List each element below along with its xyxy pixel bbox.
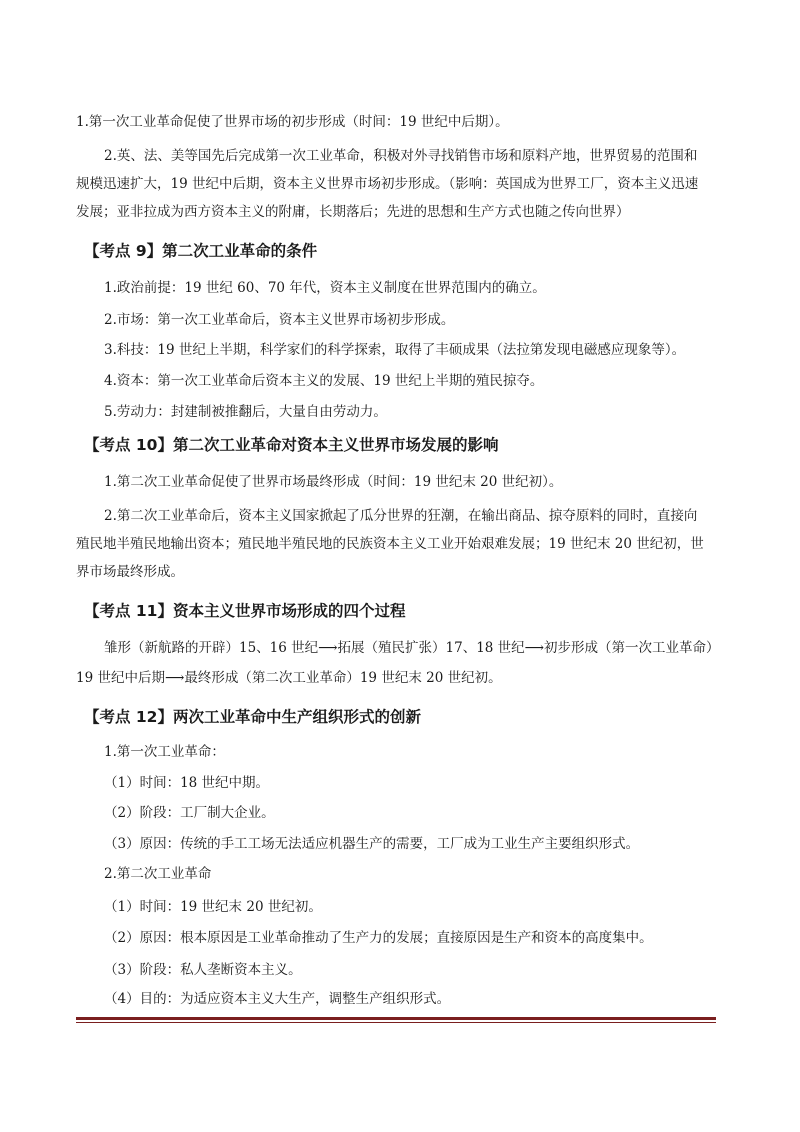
paragraph-line: 规模迅速扩大，19 世纪中后期，资本主义世界市场初步形成。（影响：英国成为世界工厂，资本主义迅速 (76, 176, 699, 192)
paragraph-line: 1.政治前提：19 世纪 60、70 年代，资本主义制度在世界范围内的确立。 (104, 280, 546, 296)
section-heading: 【考点 10】第二次工业革命对资本主义世界市场发展的影响 (84, 436, 499, 454)
paragraph-line: 发展；亚非拉成为西方资本主义的附庸，长期落后；先进的思想和生产方式也随之传向世界） (76, 204, 630, 220)
paragraph-line: （4）目的：为适应资本主义大生产，调整生产组织形式。 (104, 991, 451, 1007)
paragraph-line: 2.第二次工业革命后，资本主义国家掀起了瓜分世界的狂潮，在输出商品、掠夺原料的同时，直接向 (104, 508, 698, 524)
paragraph-line: 2.市场：第一次工业革命后，资本主义世界市场初步形成。 (104, 312, 455, 328)
section-heading: 【考点 12】两次工业革命中生产组织形式的创新 (84, 708, 421, 726)
footer-divider-thin (76, 1022, 716, 1023)
stage-text: 拓展（殖民扩张）17、18 世纪 (337, 640, 525, 656)
paragraph-line: 4.资本：第一次工业革命后资本主义的发展、19 世纪上半期的殖民掠夺。 (104, 373, 544, 389)
paragraph-line: 1.第一次工业革命促使了世界市场的初步形成（时间：19 世纪中后期）。 (76, 114, 509, 130)
stage-text: 初步形成（第一次工业革命） (544, 640, 720, 656)
paragraph-line: 2.第二次工业革命 (104, 866, 212, 882)
paragraph-line: 3.科技：19 世纪上半期，科学家们的科学探索，取得了丰硕成果（法拉第发现电磁感应现象等）。 (104, 342, 686, 358)
paragraph-line: （3）原因：传统的手工工场无法适应机器生产的需要，工厂成为工业生产主要组织形式。 (104, 836, 640, 852)
paragraph-line: 殖民地半殖民地输出资本；殖民地半殖民地的民族资本主义工业开始艰难发展；19 世纪末 20 世纪初，世 (76, 536, 704, 552)
stage-text: 雏形（新航路的开辟）15、16 世纪 (104, 640, 319, 656)
section-heading: 【考点 11】资本主义世界市场形成的四个过程 (84, 602, 406, 620)
stage-text: 最终形成（第二次工业革命）19 世纪末 20 世纪初。 (184, 670, 502, 686)
arrow-icon: ⟶ (318, 640, 338, 656)
paragraph-line: 2.英、法、美等国先后完成第一次工业革命，积极对外寻找销售市场和原料产地，世界贸易的范围和 (104, 148, 698, 164)
paragraph-line: （2）阶段：工厂制大企业。 (104, 805, 275, 821)
paragraph-line: 1.第一次工业革命： (104, 744, 225, 760)
paragraph-line: 1.第二次工业革命促使了世界市场最终形成（时间：19 世纪末 20 世纪初）。 (104, 474, 563, 490)
paragraph-line: （1）时间：18 世纪中期。 (104, 775, 270, 791)
arrow-icon: ⟶ (164, 670, 185, 686)
footer-divider (76, 1017, 716, 1020)
paragraph-line: （3）阶段：私人垄断资本主义。 (104, 962, 302, 978)
paragraph-line (104, 638, 754, 658)
paragraph-line: （1）时间：19 世纪末 20 世纪初。 (104, 899, 322, 915)
stage-text: 19 世纪中后期 (76, 670, 165, 686)
paragraph-line: 5.劳动力：封建制被推翻后，大量自由劳动力。 (104, 404, 387, 420)
paragraph-line: （2）原因：根本原因是工业革命推动了生产力的发展；直接原因是生产和资本的高度集中。 (104, 930, 653, 946)
paragraph-line: 界市场最终形成。 (76, 564, 184, 580)
arrow-icon: ⟶ (524, 640, 545, 656)
paragraph-line (76, 668, 726, 688)
section-heading: 【考点 9】第二次工业革命的条件 (84, 242, 318, 260)
